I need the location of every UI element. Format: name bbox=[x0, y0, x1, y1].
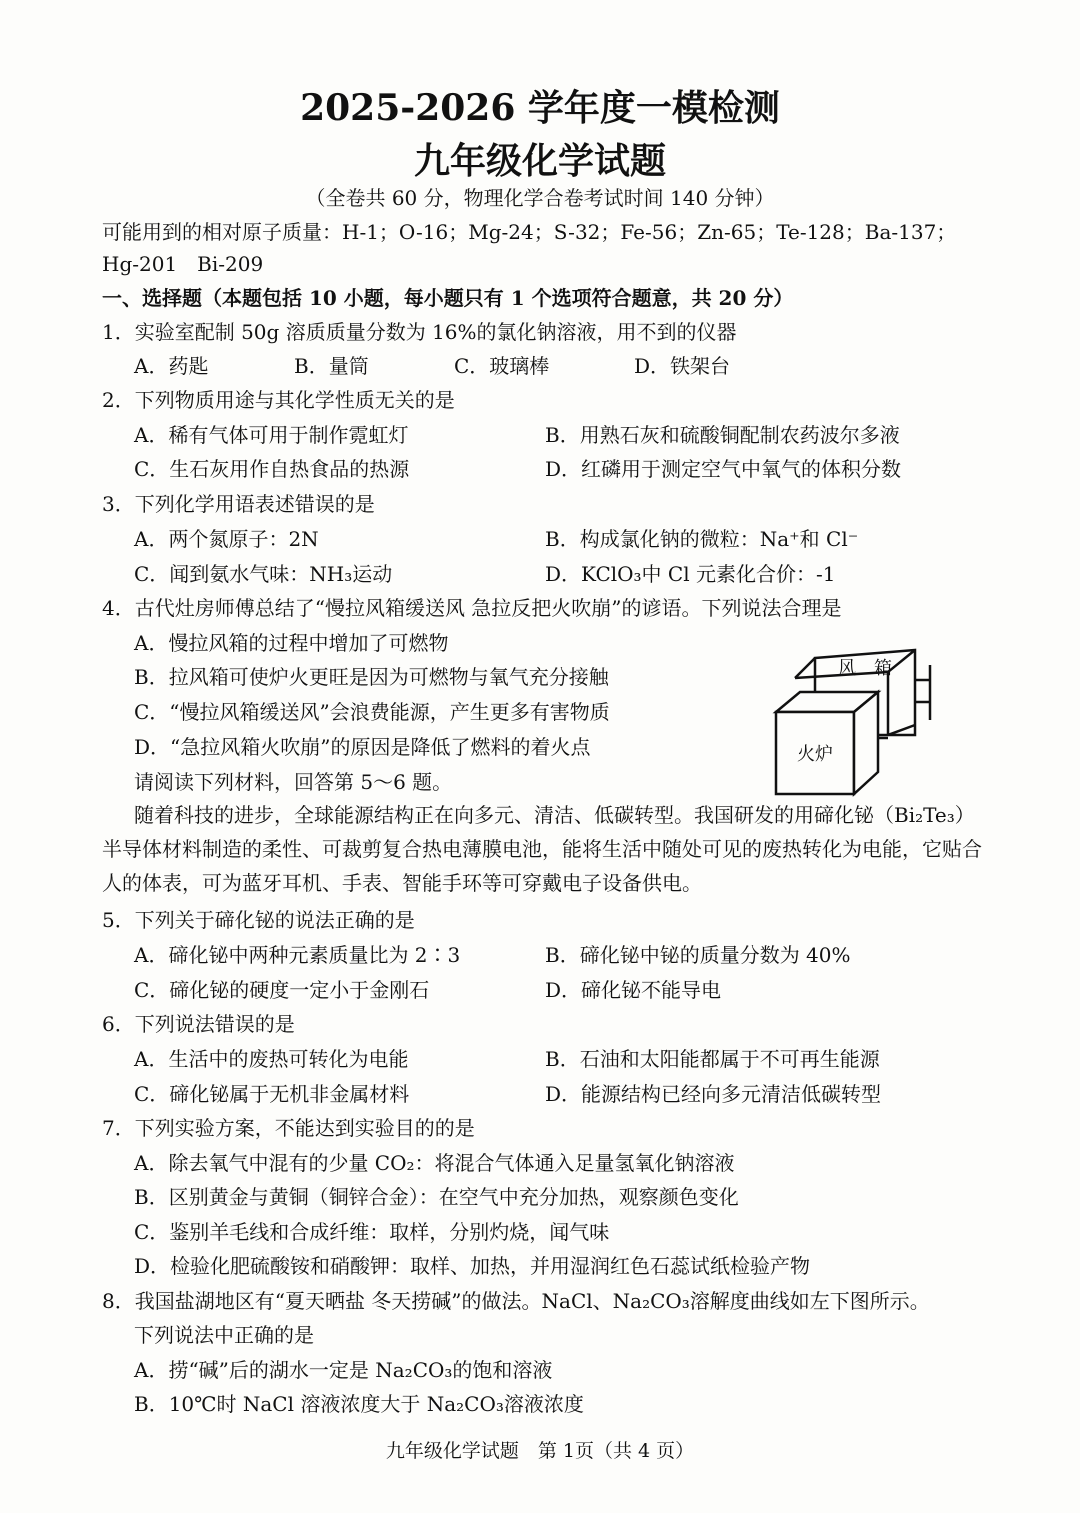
bellows-handle bbox=[915, 665, 930, 720]
q5-option-c: C．碲化铋的硬度一定小于金刚石 bbox=[134, 978, 430, 1002]
reading-passage: 随着科技的进步，全球能源结构正在向多元、清洁、低碳转型。我国研发的用碲化铋（Bi₂Te₃）半导体材料制造的柔性、可裁剪复合热电薄膜电池，能将生活中随处可见的废热转化为电能，它贴合人的体表，可为蓝牙耳机、手表、智能手环等可穿戴电子设备供电。 bbox=[102, 803, 982, 895]
q7-option-a: A．除去氧气中混有的少量 CO₂：将混合气体通入足量氢氧化钠溶液 bbox=[134, 1151, 735, 1175]
q4-stem: 4．古代灶房师傅总结了“慢拉风箱缓送风 急拉反把火吹崩”的谚语。下列说法合理是 bbox=[102, 596, 842, 620]
q8-option-b: B．10℃时 NaCl 溶液浓度大于 Na₂CO₃溶液浓度 bbox=[134, 1392, 584, 1416]
q3-option-c: C．闻到氨水气味：NH₃运动 bbox=[134, 562, 393, 586]
q5-option-b: B．碲化铋中铋的质量分数为 40% bbox=[545, 943, 851, 967]
q6-option-b: B．石油和太阳能都属于不可再生能源 bbox=[545, 1047, 880, 1071]
section-heading: 一、选择题（本题包括 10 小题，每小题只有 1 个选项符合题意，共 20 分） bbox=[102, 286, 794, 310]
exam-note: （全卷共 60 分，物理化学合卷考试时间 140 分钟） bbox=[305, 186, 775, 210]
q4-option-c: C．“慢拉风箱缓送风”会浪费能源，产生更多有害物质 bbox=[134, 700, 610, 724]
q5-option-d: D．碲化铋不能导电 bbox=[545, 978, 722, 1002]
q6-option-d: D．能源结构已经向多元清洁低碳转型 bbox=[545, 1082, 882, 1106]
atomic-masses-line-1: 可能用到的相对原子质量：H-1；O-16；Mg-24；S-32；Fe-56；Zn-65；Te-128；Ba-137； bbox=[102, 220, 957, 244]
q3-option-b: B．构成氯化钠的微粒：Na⁺和 Cl⁻ bbox=[545, 527, 859, 551]
q5-option-a: A．碲化铋中两种元素质量比为 2∶3 bbox=[134, 943, 461, 967]
bellows-label: 风 箱 bbox=[838, 658, 892, 679]
q4-option-d: D．“急拉风箱火吹崩”的原因是降低了燃料的着火点 bbox=[134, 735, 591, 759]
q3-stem: 3．下列化学用语表述错误的是 bbox=[102, 492, 375, 516]
q4-option-b: B．拉风箱可使炉火更旺是因为可燃物与氧气充分接触 bbox=[134, 665, 609, 689]
q2-option-a: A．稀有气体可用于制作霓虹灯 bbox=[134, 423, 409, 447]
furnace-label: 火炉 bbox=[797, 744, 833, 765]
q7-option-d: D．检验化肥硫酸铵和硝酸钾：取样、加热，并用湿润红色石蕊试纸检验产物 bbox=[134, 1254, 811, 1278]
q1-option-d: D．铁架台 bbox=[634, 354, 731, 378]
q6-option-c: C．碲化铋属于无机非金属材料 bbox=[134, 1082, 410, 1106]
furnace-box bbox=[776, 692, 878, 794]
q2-stem: 2．下列物质用途与其化学性质无关的是 bbox=[102, 388, 455, 412]
q7-option-b: B．区别黄金与黄铜（铜锌合金）：在空气中充分加热，观察颜色变化 bbox=[134, 1185, 739, 1209]
q2-option-c: C．生石灰用作自热食品的热源 bbox=[134, 457, 410, 481]
q2-option-d: D．红磷用于测定空气中氧气的体积分数 bbox=[545, 457, 902, 481]
bellows-furnace-figure bbox=[770, 640, 940, 800]
q8-option-a: A．捞“碱”后的湖水一定是 Na₂CO₃的饱和溶液 bbox=[134, 1358, 553, 1382]
q8-stem-line-1: 8．我国盐湖地区有“夏天晒盐 冬天捞碱”的做法。NaCl、Na₂CO₃溶解度曲线如左下图所示。 bbox=[102, 1289, 930, 1313]
q3-option-a: A．两个氮原子：2N bbox=[134, 527, 319, 551]
q7-stem: 7．下列实验方案，不能达到实验目的的是 bbox=[102, 1116, 475, 1140]
q4-option-a: A．慢拉风箱的过程中增加了可燃物 bbox=[134, 631, 449, 655]
exam-title: 2025-2026 学年度一模检测 bbox=[300, 87, 780, 129]
q5-stem: 5．下列关于碲化铋的说法正确的是 bbox=[102, 908, 415, 932]
q1-option-b: B．量筒 bbox=[294, 354, 369, 378]
q8-stem-line-2: 下列说法中正确的是 bbox=[134, 1323, 314, 1347]
atomic-masses-line-2: Hg-201 Bi-209 bbox=[102, 252, 264, 276]
reading-intro: 请阅读下列材料，回答第 5～6 题。 bbox=[134, 770, 453, 794]
q1-option-c: C．玻璃棒 bbox=[454, 354, 550, 378]
q3-option-d: D．KClO₃中 Cl 元素化合价：-1 bbox=[545, 562, 836, 586]
q7-option-c: C．鉴别羊毛线和合成纤维：取样，分别灼烧，闻气味 bbox=[134, 1220, 610, 1244]
q6-option-a: A．生活中的废热可转化为电能 bbox=[134, 1047, 409, 1071]
q2-option-b: B．用熟石灰和硫酸铜配制农药波尔多液 bbox=[545, 423, 900, 447]
exam-subtitle: 九年级化学试题 bbox=[413, 140, 666, 182]
page-footer: 九年级化学试题 第 1页（共 4 页） bbox=[385, 1440, 695, 1462]
q1-stem: 1．实验室配制 50g 溶质质量分数为 16%的氯化钠溶液，用不到的仪器 bbox=[102, 320, 737, 344]
q1-option-a: A．药匙 bbox=[134, 354, 209, 378]
q6-stem: 6．下列说法错误的是 bbox=[102, 1012, 295, 1036]
